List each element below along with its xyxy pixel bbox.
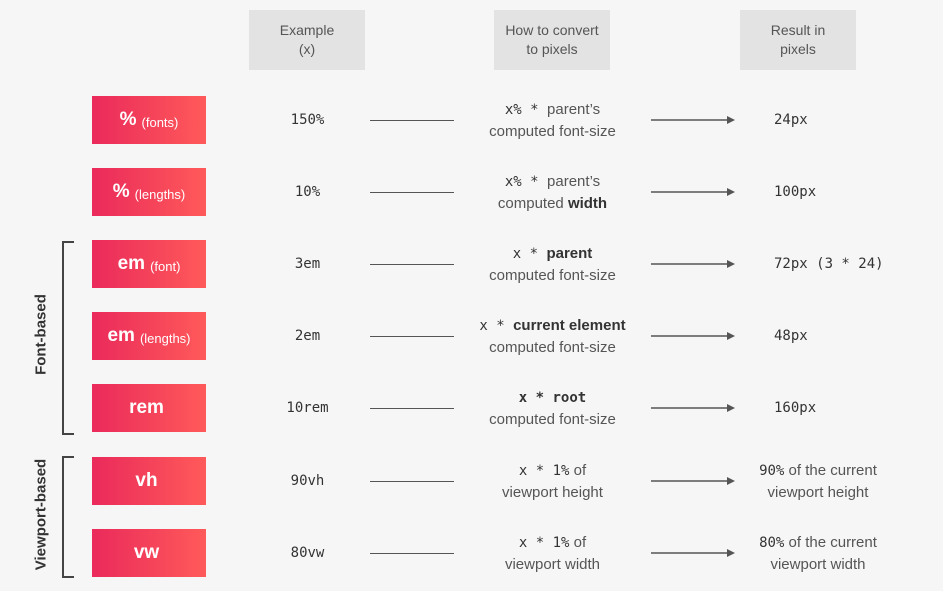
row-em-font bbox=[0, 240, 943, 288]
result-value: 160px bbox=[774, 399, 817, 416]
conversion-formula: x% * bbox=[504, 173, 548, 190]
conversion-line2 bbox=[498, 193, 607, 214]
result-value: 100px bbox=[774, 183, 817, 200]
unit-label: vh bbox=[135, 470, 158, 491]
viewport-based-label: Viewport-based bbox=[32, 458, 50, 571]
conversion-keyword: parent’s bbox=[547, 100, 601, 118]
conversion-basis: computed font-size bbox=[489, 410, 616, 428]
result-text: of the current bbox=[784, 461, 877, 479]
conversion-rule bbox=[460, 529, 645, 577]
conversion-formula: x% * bbox=[504, 101, 548, 118]
result-value bbox=[738, 529, 898, 577]
conversion-basis: computed bbox=[497, 194, 568, 212]
unit-sub-label: (lengths) bbox=[139, 330, 191, 346]
row-vh bbox=[0, 457, 943, 505]
connector-line bbox=[370, 120, 454, 121]
conversion-line1 bbox=[519, 532, 586, 554]
conversion-basis: computed font-size bbox=[489, 338, 616, 356]
conversion-basis: viewport height bbox=[502, 483, 603, 501]
header-convert-line1: How to convert bbox=[505, 22, 599, 38]
unit-label: vw bbox=[133, 542, 160, 563]
result-line2: viewport height bbox=[767, 483, 869, 501]
conversion-line1 bbox=[505, 171, 600, 193]
arrow-icon bbox=[651, 187, 735, 197]
unit-badge bbox=[92, 384, 206, 432]
conversion-line2 bbox=[502, 482, 603, 503]
unit-label: % bbox=[119, 109, 137, 130]
conversion-rule bbox=[460, 96, 645, 144]
row-rem bbox=[0, 384, 943, 432]
unit-sub-label: (fonts) bbox=[141, 114, 179, 130]
arrow-icon bbox=[651, 403, 735, 413]
example-value: 80vw bbox=[290, 545, 325, 561]
unit-badge bbox=[92, 168, 206, 216]
connector-line bbox=[370, 553, 454, 554]
unit-badge bbox=[92, 529, 206, 577]
conversion-formula: x * root bbox=[518, 389, 587, 406]
connector-line bbox=[370, 408, 454, 409]
conversion-keyword: of bbox=[569, 533, 587, 551]
header-result bbox=[740, 10, 856, 70]
arrow-icon bbox=[651, 259, 735, 269]
example-value: 2em bbox=[294, 328, 321, 344]
header-example-line2: (x) bbox=[298, 41, 316, 57]
unit-label: em bbox=[107, 325, 135, 346]
example-value: 3em bbox=[294, 256, 321, 272]
header-example-line1: Example bbox=[279, 22, 335, 38]
row-percent-lengths bbox=[0, 168, 943, 216]
conversion-basis: computed font-size bbox=[489, 266, 616, 284]
row-em-lengths bbox=[0, 312, 943, 360]
result-line1 bbox=[759, 532, 877, 554]
conversion-formula: x * bbox=[512, 245, 547, 262]
conversion-basis-bold: width bbox=[567, 194, 608, 212]
header-convert bbox=[494, 10, 610, 70]
connector-line bbox=[370, 264, 454, 265]
result-value: 24px bbox=[774, 111, 808, 128]
result-value: 48px bbox=[774, 327, 808, 344]
unit-badge bbox=[92, 457, 206, 505]
conversion-rule bbox=[460, 457, 645, 505]
conversion-line2 bbox=[489, 409, 616, 430]
unit-badge bbox=[92, 240, 206, 288]
conversion-rule bbox=[460, 312, 645, 360]
unit-label: rem bbox=[129, 397, 164, 418]
conversion-rule bbox=[460, 168, 645, 216]
font-based-label: Font-based bbox=[32, 294, 50, 375]
conversion-line1 bbox=[513, 243, 593, 265]
conversion-line2 bbox=[489, 337, 616, 358]
header-convert-line2: to pixels bbox=[526, 41, 578, 57]
arrow-icon bbox=[651, 331, 735, 341]
arrow-icon bbox=[651, 476, 735, 486]
example-value: 150% bbox=[290, 112, 325, 128]
row-percent-fonts bbox=[0, 96, 943, 144]
result-value: 72px (3 * 24) bbox=[774, 255, 884, 272]
result-line2: viewport width bbox=[770, 555, 866, 573]
arrow-icon bbox=[651, 548, 735, 558]
conversion-line1 bbox=[519, 387, 586, 409]
conversion-basis: computed font-size bbox=[489, 122, 616, 140]
conversion-line2 bbox=[489, 265, 616, 286]
unit-badge bbox=[92, 312, 206, 360]
unit-badge bbox=[92, 96, 206, 144]
conversion-keyword: current element bbox=[513, 316, 626, 334]
example-value: 10rem bbox=[286, 400, 329, 416]
result-text: of the current bbox=[784, 533, 877, 551]
conversion-keyword: parent’s bbox=[547, 172, 601, 190]
conversion-rule bbox=[460, 384, 645, 432]
result-percent: 80% bbox=[759, 534, 785, 551]
conversion-line2 bbox=[489, 121, 616, 142]
header-result-line2: pixels bbox=[780, 41, 816, 57]
conversion-formula: x * bbox=[479, 317, 514, 334]
row-vw bbox=[0, 529, 943, 577]
conversion-keyword: of bbox=[569, 461, 587, 479]
conversion-line1 bbox=[519, 460, 586, 482]
connector-line bbox=[370, 192, 454, 193]
example-value: 90vh bbox=[290, 473, 325, 489]
unit-sub-label: (lengths) bbox=[134, 186, 186, 202]
connector-line bbox=[370, 481, 454, 482]
example-value: 10% bbox=[294, 184, 321, 200]
unit-label: em bbox=[117, 253, 146, 274]
unit-sub-label: (font) bbox=[150, 258, 181, 274]
header-example bbox=[249, 10, 365, 70]
conversion-formula: x * 1% bbox=[518, 462, 570, 479]
result-value bbox=[738, 457, 898, 505]
arrow-icon bbox=[651, 115, 735, 125]
header-result-line1: Result in bbox=[770, 22, 826, 38]
connector-line bbox=[370, 336, 454, 337]
result-percent: 90% bbox=[759, 462, 785, 479]
conversion-rule bbox=[460, 240, 645, 288]
result-line1 bbox=[759, 460, 877, 482]
conversion-keyword: parent bbox=[546, 244, 593, 262]
conversion-formula: x * 1% bbox=[518, 534, 570, 551]
unit-label: % bbox=[112, 181, 130, 202]
conversion-basis: viewport width bbox=[504, 555, 601, 573]
conversion-line1 bbox=[505, 99, 600, 121]
conversion-line1 bbox=[479, 315, 625, 337]
conversion-line2 bbox=[505, 554, 600, 575]
